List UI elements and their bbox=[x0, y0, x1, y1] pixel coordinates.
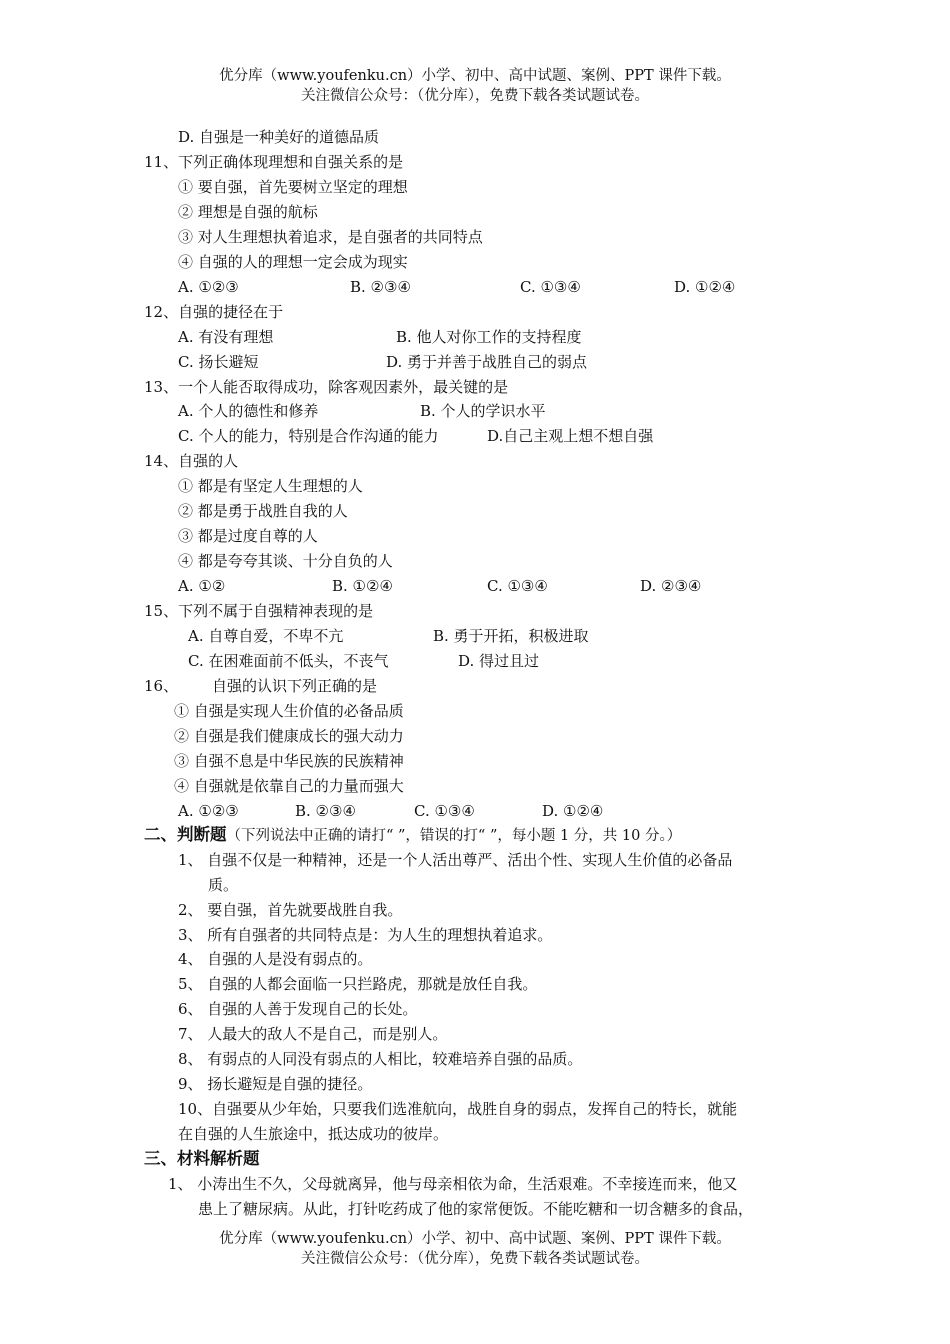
judgment-item-8: 8、 有弱点的人同没有弱点的人相比，较难培养自强的品质。 bbox=[178, 1050, 583, 1068]
q15-option-a: A. 自尊自爱，不卑不亢 bbox=[188, 627, 344, 645]
section2-heading bbox=[144, 825, 681, 846]
q13-option-c: C. 个人的能力，特别是合作沟通的能力 bbox=[178, 427, 439, 445]
q12-stem: 12、自强的捷径在于 bbox=[144, 303, 284, 321]
judgment-item-10: 10、自强要从少年始，只要我们选准航向，战胜自身的弱点，发挥自己的特长，就能 bbox=[178, 1100, 738, 1118]
judgment-item-3: 3、 所有自强者的共同特点是：为人生的理想执着追求。 bbox=[178, 926, 553, 944]
q16-statement-1: ① 自强是实现人生价值的必备品质 bbox=[174, 702, 404, 720]
q16-option-d: D. ①②④ bbox=[542, 802, 604, 820]
material-paragraph-line-2: 患上了糖尿病。从此，打针吃药成了他的家常便饭。不能吃糖和一切含糖多的食品， bbox=[198, 1200, 754, 1218]
q11-statement-1: ① 要自强，首先要树立坚定的理想 bbox=[178, 178, 408, 196]
q16-number: 16、 bbox=[144, 677, 179, 695]
q11-option-b: B. ②③④ bbox=[350, 278, 411, 296]
page-header-line-2: 关注微信公众号：（优分库），免费下载各类试题试卷。 bbox=[301, 88, 649, 104]
q14-statement-4: ④ 都是夸夸其谈、十分自负的人 bbox=[178, 552, 393, 570]
q12-option-b: B. 他人对你工作的支持程度 bbox=[396, 328, 582, 346]
q11-statement-4: ④ 自强的人的理想一定会成为现实 bbox=[178, 253, 408, 271]
page-header-line-1: 优分库（www.youfenku.cn）小学、初中、高中试题、案例、PPT 课件下载。 bbox=[219, 68, 731, 84]
judgment-item-5: 5、 自强的人都会面临一只拦路虎，那就是放任自我。 bbox=[178, 975, 538, 993]
q12-option-d: D. 勇于并善于战胜自己的弱点 bbox=[386, 353, 588, 371]
q12-option-c: C. 扬长避短 bbox=[178, 353, 259, 371]
q13-option-a: A. 个人的德性和修养 bbox=[178, 402, 319, 420]
material-paragraph-line-1: 1、 小涛出生不久，父母就离异，他与母亲相依为命，生活艰难。不幸接连而来，他又 bbox=[168, 1175, 738, 1193]
q15-option-b: B. 勇于开拓，积极进取 bbox=[433, 627, 589, 645]
judgment-item-2: 2、 要自强，首先就要战胜自我。 bbox=[178, 901, 403, 919]
q14-statement-3: ③ 都是过度自尊的人 bbox=[178, 527, 318, 545]
q14-statement-1: ① 都是有坚定人生理想的人 bbox=[178, 477, 363, 495]
q16-statement-2: ② 自强是我们健康成长的强大动力 bbox=[174, 727, 404, 745]
q16-stem: 自强的认识下列正确的是 bbox=[212, 677, 378, 695]
q15-option-d: D. 得过且过 bbox=[458, 652, 540, 670]
q11-option-d: D. ①②④ bbox=[674, 278, 736, 296]
section2-title: 二、判断题 bbox=[144, 825, 227, 844]
judgment-item-6: 6、 自强的人善于发现自己的长处。 bbox=[178, 1000, 418, 1018]
judgment-item-9: 9、 扬长避短是自强的捷径。 bbox=[178, 1075, 373, 1093]
section2-instruction: （下列说法中正确的请打“ ”，错误的打“ ”，每小题 1 分，共 10 分。） bbox=[226, 828, 682, 844]
q13-option-b: B. 个人的学识水平 bbox=[420, 402, 546, 420]
q14-option-b: B. ①②④ bbox=[332, 577, 393, 595]
q16-statement-3: ③ 自强不息是中华民族的民族精神 bbox=[174, 752, 404, 770]
q11-option-a: A. ①②③ bbox=[178, 278, 239, 296]
judgment-item-10-cont: 在自强的人生旅途中，抵达成功的彼岸。 bbox=[178, 1125, 449, 1143]
section3-title: 三、材料解析题 bbox=[144, 1149, 260, 1168]
q13-option-d: D.自己主观上想不想自强 bbox=[487, 427, 654, 445]
q16-option-b: B. ②③④ bbox=[295, 802, 356, 820]
judgment-item-1: 1、 自强不仅是一种精神，还是一个人活出尊严、活出个性、实现人生价值的必备品 bbox=[178, 851, 733, 869]
judgment-item-4: 4、 自强的人是没有弱点的。 bbox=[178, 950, 373, 968]
q11-option-c: C. ①③④ bbox=[520, 278, 581, 296]
q16-statement-4: ④ 自强就是依靠自己的力量而强大 bbox=[174, 777, 404, 795]
q11-stem: 11、下列正确体现理想和自强关系的是 bbox=[144, 153, 404, 171]
page-footer-line-2: 关注微信公众号：（优分库），免费下载各类试题试卷。 bbox=[301, 1251, 649, 1267]
page-footer-line-1: 优分库（www.youfenku.cn）小学、初中、高中试题、案例、PPT 课件下载。 bbox=[219, 1231, 731, 1247]
judgment-item-1-cont: 质。 bbox=[208, 876, 239, 894]
q16-option-a: A. ①②③ bbox=[178, 802, 239, 820]
judgment-item-7: 7、 人最大的敌人不是自己，而是别人。 bbox=[178, 1025, 448, 1043]
q14-stem: 14、自强的人 bbox=[144, 452, 239, 470]
q16-option-c: C. ①③④ bbox=[414, 802, 475, 820]
q15-stem: 15、下列不属于自强精神表现的是 bbox=[144, 602, 374, 620]
q14-statement-2: ② 都是勇于战胜自我的人 bbox=[178, 502, 348, 520]
q11-statement-3: ③ 对人生理想执着追求，是自强者的共同特点 bbox=[178, 228, 483, 246]
q11-statement-2: ② 理想是自强的航标 bbox=[178, 203, 318, 221]
q10-option-d: D. 自强是一种美好的道德品质 bbox=[178, 128, 380, 146]
q12-option-a: A. 有没有理想 bbox=[178, 328, 274, 346]
q13-stem: 13、一个人能否取得成功，除客观因素外，最关键的是 bbox=[144, 378, 509, 396]
q15-option-c: C. 在困难面前不低头，不丧气 bbox=[188, 652, 389, 670]
q14-option-d: D. ②③④ bbox=[640, 577, 702, 595]
q14-option-c: C. ①③④ bbox=[487, 577, 548, 595]
q14-option-a: A. ①② bbox=[178, 577, 226, 595]
